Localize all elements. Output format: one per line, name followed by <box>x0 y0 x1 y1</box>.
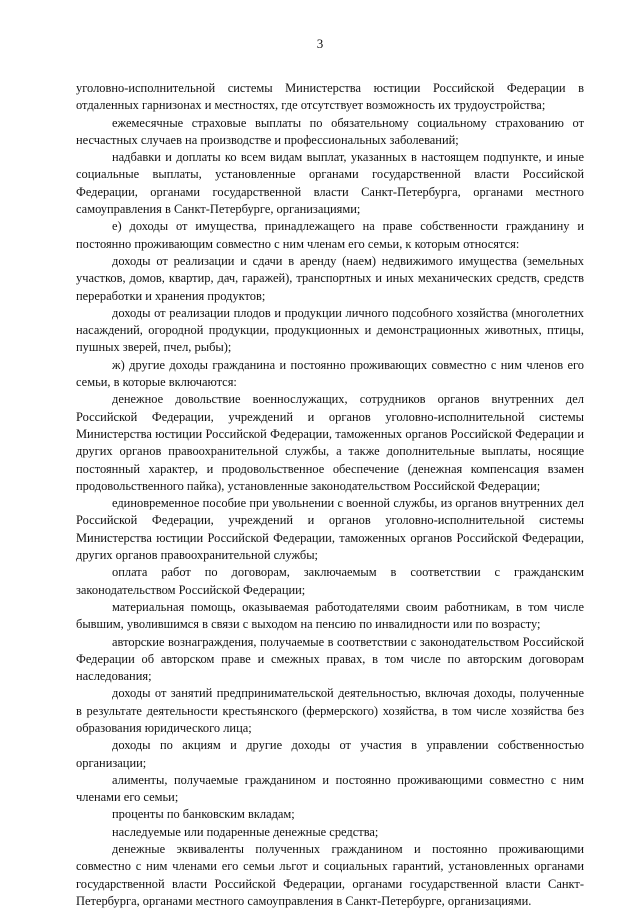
paragraph: е) доходы от имущества, принадлежащего на праве собственности гражданину и постоянно проживающим совместно с ним членам его семьи, к которым относятся: <box>76 219 584 251</box>
paragraph: единовременное пособие при увольнении с военной службы, из органов внутренних дел Российской Федерации, учреждений и органов уголовно-исполнительной системы Министерства юстиции Российской Федерации, таможенных органов Российской Федерации, других органов правоохранительной службы; <box>76 496 584 563</box>
paragraph: уголовно-исполнительной системы Министерства юстиции Российской Федерации в отдаленных гарнизонах и местностях, где отсутствует возможность их трудоустройства; <box>76 81 584 113</box>
paragraph: ж) другие доходы гражданина и постоянно проживающих совместно с ним членов его семьи, в которые включаются: <box>76 357 584 390</box>
page-number: 3 <box>316 36 324 51</box>
paragraph: наследуемые или подаренные денежные средства; <box>112 824 379 839</box>
paragraph: авторские вознаграждения, получаемые в соответствии с законодательством Российской Федерации об авторском праве и смежных правах, в том числе по авторским договорам наследования; <box>76 634 584 684</box>
paragraph: денежное довольствие военнослужащих, сотрудников органов внутренних дел Российской Федерации, учреждений и органов уголовно-исполнительной системы Министерства юстиции Российской Федерации, таможенных органов Российской Федерации и других органов правоохранительной службы, а также дополнительные выплаты, носящие постоянный характер, и продовольственное обеспечение (денежная компенсация взамен продовольственного пайка), установленные законодательством Российской Федерации; <box>76 392 584 493</box>
paragraph: материальная помощь, оказываемая работодателями своим работникам, в том числе бывшим, уволившимся в связи с выходом на пенсию по инвалидности или по возрасту; <box>76 599 584 632</box>
paragraph: доходы от занятий предпринимательской деятельностью, включая доходы, полученные в результате деятельности крестьянского (фермерского) хозяйства, в том числе хозяйства без образования юридического лица; <box>76 686 584 735</box>
paragraph: проценты по банковским вкладам; <box>112 807 295 822</box>
paragraph: денежные эквиваленты полученных гражданином и постоянно проживающими совместно с ним членами его семьи льгот и социальных гарантий, установленных органами государственной власти Российской Федерации, органами государственной власти Санкт-Петербурга, органами местного самоуправления в Санкт-Петербурге, организациями. <box>76 842 584 908</box>
paragraph: доходы от реализации плодов и продукции личного подсобного хозяйства (многолетних насаждений, огородной продукции, продукционных и демонстрационных животных, птицы, пушных зверей, пчел, рыбы); <box>76 305 584 355</box>
paragraph: оплата работ по договорам, заключаемым в соответствии с гражданским законодательством Российской Федерации; <box>76 565 584 597</box>
paragraph: надбавки и доплаты ко всем видам выплат, указанных в настоящем подпункте, и иные социальные выплаты, установленные органами государственной власти Российской Федерации, органами государственной власти Санкт-Петербурга, органами местного самоуправления в Санкт-Петербурге, организациями; <box>76 150 584 217</box>
paragraph: алименты, получаемые гражданином и постоянно проживающими совместно с ним членами его семьи; <box>76 772 584 805</box>
paragraph: ежемесячные страховые выплаты по обязательному социальному страхованию от несчастных случаев на производстве и профессиональных заболеваний; <box>76 115 584 147</box>
paragraph: доходы по акциям и другие доходы от участия в управлении собственностью организации; <box>76 738 584 770</box>
paragraph: доходы от реализации и сдачи в аренду (наем) недвижимого имущества (земельных участков, домов, квартир, дач, гаражей), транспортных и иных механических средств, средств переработки и хранения продуктов; <box>76 253 584 303</box>
document-body <box>76 80 584 910</box>
